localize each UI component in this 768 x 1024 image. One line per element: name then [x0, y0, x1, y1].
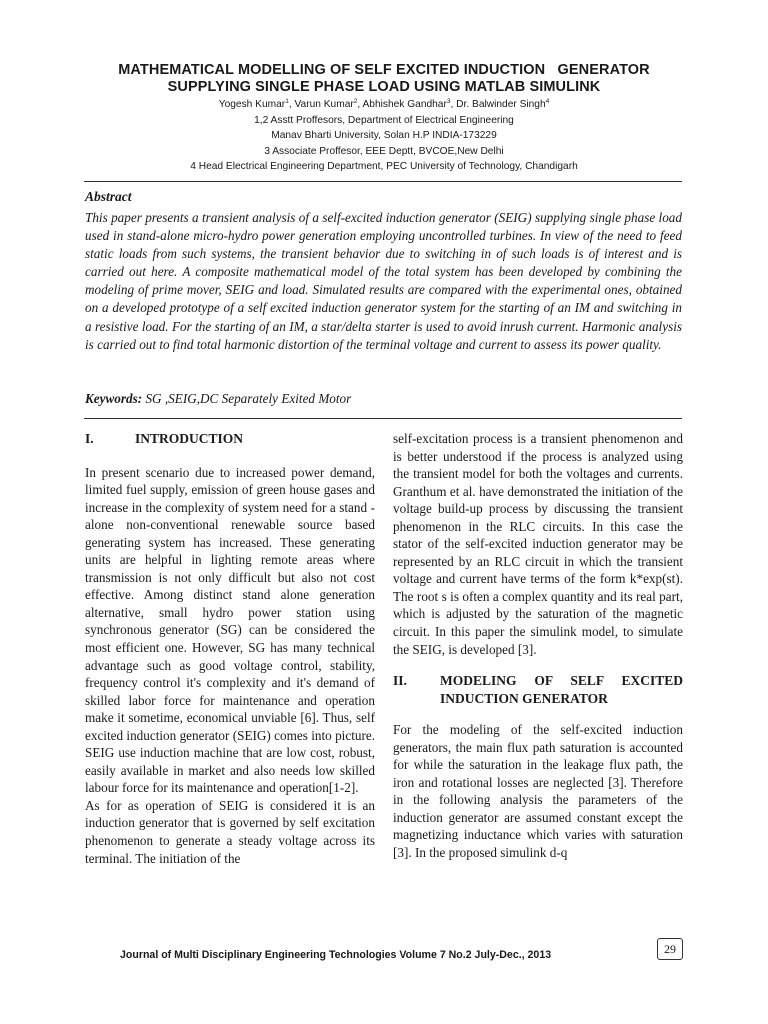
author-affiliation-mark: 2 [353, 98, 358, 105]
author-name: Abhishek Gandhar [362, 99, 447, 110]
modeling-paragraph-1: For the modeling of the self-excited induction generators, the main flux path saturation is accounted for while the saturation in the leakage flux path, the iron and rotational losses are neglected [3]. Therefore in the following analysis the parameters of the induction generator are assumed constant except the magnetizing inductance which varies with saturation [3]. In the proposed simulink d-q [393, 722, 683, 861]
intro-paragraph-2: As for as operation of SEIG is considered it is an induction generator that is governed by self excitation phenomenon to generate a steady voltage across its terminal. The initiation of the [85, 797, 375, 866]
paper-title [60, 62, 708, 96]
page-number: 29 [657, 938, 683, 960]
author-name: Varun Kumar [294, 99, 354, 110]
affiliation-line: 4 Head Electrical Engineering Department, PEC University of Technology, Chandigarh [190, 161, 578, 173]
author-name: Yogesh Kumar [218, 99, 286, 110]
title-line-2: SUPPLYING SINGLE PHASE LOAD USING MATLAB SIMULINK [167, 79, 601, 95]
author-name: Dr. Balwinder Singh [456, 99, 546, 110]
keywords-text: SG ,SEIG,DC Separately Exited Motor [142, 391, 352, 406]
section-2-number: II. [393, 673, 407, 689]
title-line-1: MATHEMATICAL MODELLING OF SELF EXCITED INDUCTION GENERATOR [118, 62, 650, 78]
author-affiliation-mark: 1 [285, 98, 289, 105]
abstract-text: This paper presents a transient analysis of a self-excited induction generator (SEIG) supplying single phase load used in stand-alone micro-hydro power generation employing uncontrolled turbines. In view of the need to feed static loads from such systems, the transient behavior due to switching in of such loads is of interest and is carried out here. A composite mathematical model of the total system has been developed by combining the modeling of prime mover, SEIG and load. Simulated results are compared with the experimental ones, obtained on a developed prototype of a self excited induction generator system for the starting of an IM and switching in a resistive load. For the starting of an IM, a star/delta starter is used to avoid inrush current. Harmonic analysis is carried out to find total harmonic distortion of the terminal voltage and current to assess its power quality. [85, 210, 682, 352]
author-list [60, 97, 708, 113]
section-1-heading [85, 430, 375, 448]
header-divider [84, 181, 682, 182]
affiliation-line: 1,2 Asstt Proffesors, Department of Electrical Engineering [254, 114, 514, 126]
right-column [393, 430, 683, 862]
intro-paragraph-3: self-excitation process is a transient phenomenon and is better understood if the process is analyzed using the transient model for both the voltages and currents. Granthum et al. have demonstrated the initiation of the voltage build-up process by discussing the transient phenomenon in the RLC circuits. In this case the stator of the self-excited induction generator may be represented by an RLC circuit in which the transient voltage and current have terms of the form k*exp(st). The root s is often a complex quantity and its real part, which is adjusted by the saturation of the magnetic circuit. In this paper the simulink model, to simulate the SEIG, is developed [3]. [393, 431, 683, 657]
journal-footer: Journal of Multi Disciplinary Engineering Technologies Volume 7 No.2 July-Dec., 2013 [120, 949, 552, 961]
author-separator: , [357, 99, 363, 110]
author-affiliation-mark: 3 [446, 98, 451, 105]
left-column [85, 430, 375, 867]
section-2-heading [393, 672, 683, 707]
affiliation-line: 3 Associate Proffesor, EEE Deptt, BVCOE,New Delhi [264, 145, 504, 157]
keywords-label: Keywords: [85, 391, 143, 406]
abstract-heading: Abstract [85, 189, 132, 204]
intro-paragraph-1: In present scenario due to increased power demand, limited fuel supply, emission of green house gases and increase in the complexity of system need for a stand -alone non-conventional renewable source based generating system has increased. These generating units are helpful in lighting remote areas where transmission is not only difficult but also not cost effective. Among distinct stand alone generation alternative, small hydro power station using synchronous generator (SG) can be considered the most efficient one. However, SG has many technical advantage such as good voltage control, stability, frequency control it's complexity and it's demand of skilled labor force for maintenance and operation make it sometime, economical unviable [6]. Thus, self excited induction generator (SEIG) comes into picture. SEIG use induction machine that are low cost, robust, easily available in market and also needs low skilled labour force for its maintenance and operation[1-2]. [85, 464, 375, 796]
author-separator: , [450, 99, 457, 110]
section-1-number: I. [85, 431, 94, 446]
abstract-divider [84, 418, 682, 419]
affiliation-line: Manav Bharti University, Solan H.P INDIA-173229 [271, 130, 497, 142]
section-1-title: INTRODUCTION [135, 431, 244, 446]
section-2-title: MODELING OF SELF EXCITED INDUCTION GENERATOR [440, 673, 683, 706]
author-block [60, 97, 708, 175]
keywords-line [85, 391, 351, 407]
author-separator: , [288, 99, 295, 110]
author-affiliation-mark: 4 [545, 98, 550, 105]
